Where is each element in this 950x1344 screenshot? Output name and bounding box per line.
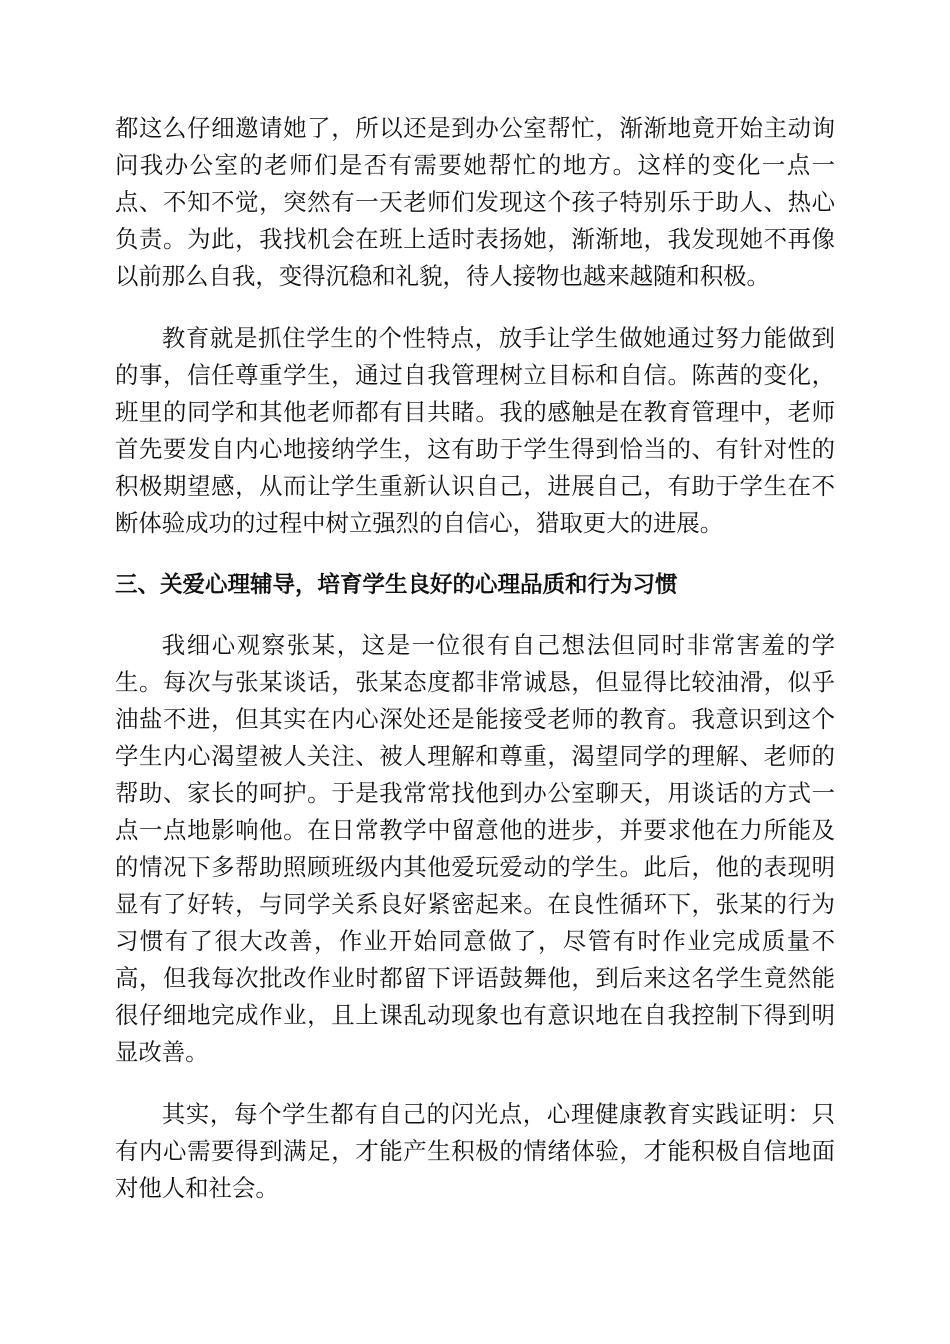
- body-paragraph: 教育就是抓住学生的个性特点，放手让学生做她通过努力能做到的事，信任尊重学生，通过自我管理树立目标和自信。陈茜的变化，班里的同学和其他老师都有目共睹。我的感触是在教育管理中，老师首先要发自内心地接纳学生，这有助于学生得到恰当的、有针对性的积极期望感，从而让学生重新认识自己，进展自己，有助于学生在不断体验成功的过程中树立强烈的自信心，猎取更大的进展。: [115, 324, 835, 537]
- document-body: [115, 110, 835, 1232]
- body-paragraph: 我细心观察张某，这是一位很有自己想法但同时非常害羞的学生。每次与张某谈话，张某态度都非常诚恳，但显得比较油滑，似乎油盐不进，但其实在内心深处还是能接受老师的教育。我意识到这个学生内心渴望被人关注、被人理解和尊重，渴望同学的理解、老师的帮助、家长的呵护。于是我常常找他到办公室聊天，用谈话的方式一点一点地影响他。在日常教学中留意他的进步，并要求他在力所能及的情况下多帮助照顾班级内其他爱玩爱动的学生。此后，他的表现明显有了好转，与同学关系良好紧密起来。在良性循环下，张某的行为习惯有了很大改善，作业开始同意做了，尽管有时作业完成质量不高，但我每次批改作业时都留下评语鼓舞他，到后来这名学生竟然能很仔细地完成作业，且上课乱动现象也有意识地在自我控制下得到明显改善。: [115, 631, 835, 1066]
- body-paragraph: 其实，每个学生都有自己的闪光点，心理健康教育实践证明：只有内心需要得到满足，才能产生积极的情绪体验，才能积极自信地面对他人和社会。: [115, 1100, 835, 1202]
- body-paragraph: 都这么仔细邀请她了，所以还是到办公室帮忙，渐渐地竟开始主动询问我办公室的老师们是否有需要她帮忙的地方。这样的变化一点一点、不知不觉，突然有一天老师们发现这个孩子特别乐于助人、热心负责。为此，我找机会在班上适时表扬她，渐渐地，我发现她不再像以前那么自我，变得沉稳和礼貌，待人接物也越来越随和积极。: [115, 114, 835, 290]
- section-heading: 三、关爱心理辅导，培育学生良好的心理品质和行为习惯: [115, 572, 678, 598]
